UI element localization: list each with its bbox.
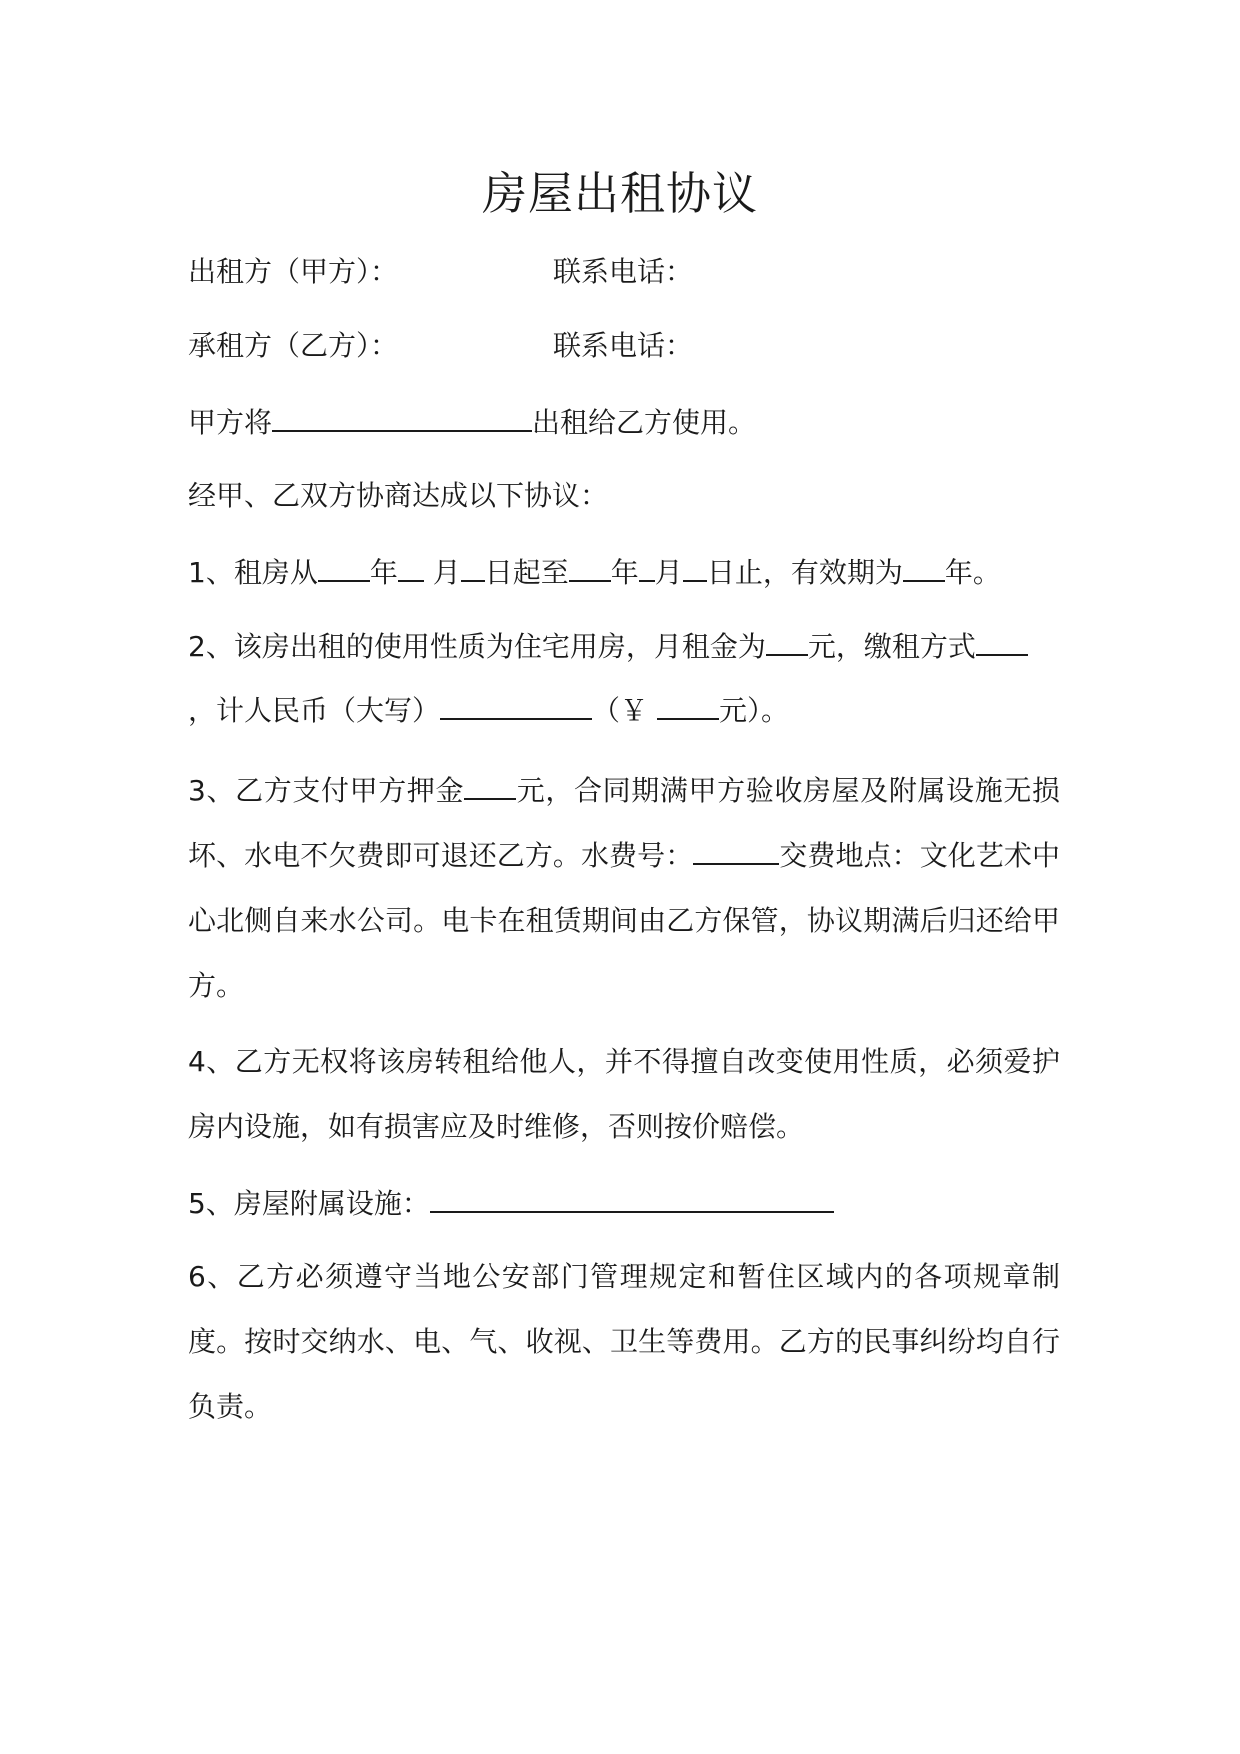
clause-2-text: 2、该房出租的使用性质为住宅用房，月租金为: [188, 630, 766, 663]
clause-1-text: 月: [432, 556, 461, 589]
lease-text-before: 甲方将: [188, 406, 273, 439]
lease-statement: [188, 402, 756, 443]
clause-1-text: 日止，有效期为: [706, 556, 903, 589]
end-year-blank[interactable]: [569, 552, 611, 582]
clause-3-text: 元，合同期满甲方验收房屋及附属设施无损坏、水电不欠费即可退还乙方。水费号：: [188, 774, 1060, 872]
clause-5: [188, 1183, 834, 1224]
clause-2-text: （￥: [592, 694, 649, 727]
document-title: 房屋出租协议: [481, 167, 758, 220]
lessee-label: 承租方（乙方）：: [188, 329, 399, 362]
clause-1-text: 年: [369, 556, 398, 589]
clause-5-text: 5、房屋附属设施：: [188, 1187, 430, 1220]
lessor-phone-label: 联系电话：: [553, 255, 694, 288]
property-blank[interactable]: [272, 402, 532, 432]
payment-method-blank[interactable]: [976, 626, 1028, 656]
clause-1-text: 日起至: [484, 556, 569, 589]
agreement-statement: 经甲、乙双方协商达成以下协议：: [188, 479, 609, 512]
end-day-blank[interactable]: [683, 552, 707, 582]
lease-text-after: 出租给乙方使用。: [532, 406, 757, 439]
term-years-blank[interactable]: [903, 552, 945, 582]
clause-2-text: ，计人民币（大写）: [188, 694, 441, 727]
amount-words-blank[interactable]: [440, 690, 592, 720]
start-day-blank[interactable]: [461, 552, 485, 582]
clause-1-text: 月: [654, 556, 683, 589]
clause-3-text: 3、乙方支付甲方押金: [188, 774, 465, 807]
water-account-blank[interactable]: [693, 835, 779, 865]
clause-2-text: 元）。: [718, 694, 789, 727]
clause-2-line-2: [188, 690, 789, 731]
lessor-line: [188, 252, 693, 292]
monthly-rent-blank[interactable]: [766, 626, 808, 656]
clause-1-text: 年。: [944, 556, 1001, 589]
clause-1-text: 1、租房从: [188, 556, 318, 589]
clause-3: [188, 758, 1060, 1018]
amount-digits-blank[interactable]: [657, 690, 719, 720]
deposit-blank[interactable]: [464, 770, 516, 800]
clause-1: [188, 552, 1001, 593]
attached-facilities-blank[interactable]: [430, 1183, 834, 1213]
lessor-label: 出租方（甲方）：: [188, 255, 399, 288]
lessee-phone-label: 联系电话：: [553, 329, 694, 362]
clause-3-text: 交费地点：文化艺术中心北侧自来水公司。电卡在租赁期间由乙方保管，协议期满后归还给甲方。: [188, 839, 1060, 1002]
clause-6: 6、乙方必须遵守当地公安部门管理规定和暂住区域内的各项规章制度。按时交纳水、电、气、收视、卫生等费用。乙方的民事纠纷均自行负责。: [188, 1260, 1060, 1423]
clause-4: 4、乙方无权将该房转租给他人，并不得擅自改变使用性质，必须爱护房内设施，如有损害应及时维修，否则按价赔偿。: [188, 1045, 1060, 1143]
clause-2-line-1: [188, 626, 1028, 667]
clause-2-text: 元，缴租方式: [807, 630, 976, 663]
start-year-blank[interactable]: [318, 552, 370, 582]
lessee-line: [188, 326, 693, 366]
end-month-blank[interactable]: [639, 552, 655, 582]
start-month-blank[interactable]: [398, 552, 424, 582]
clause-1-text: 年: [610, 556, 639, 589]
